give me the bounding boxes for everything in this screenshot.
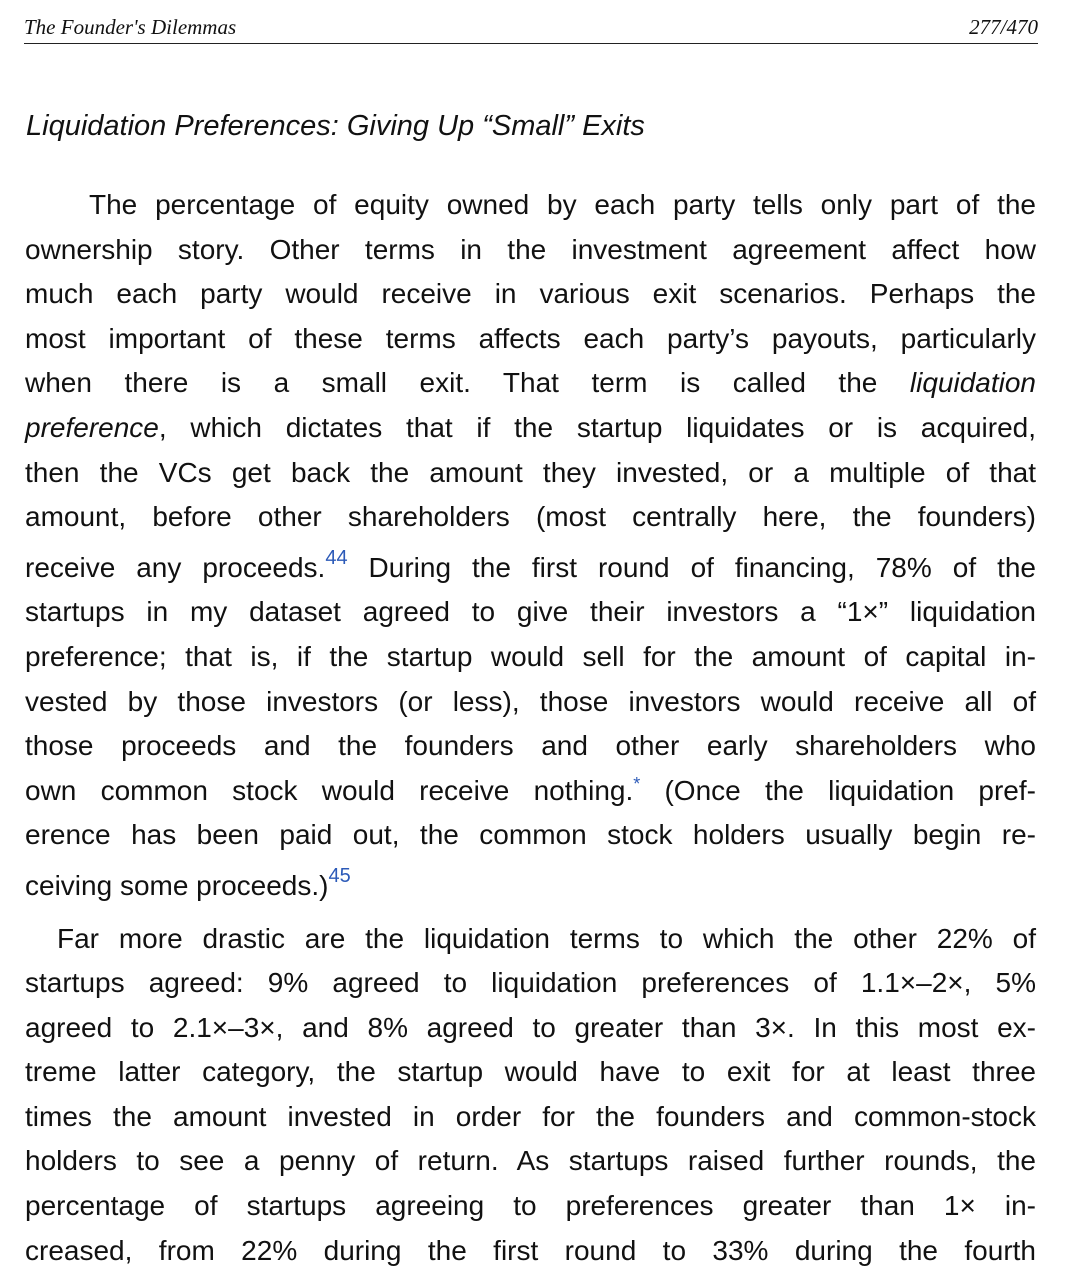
paragraph-line: amount, before other shareholders (most centrally here, the founders)	[25, 501, 1036, 533]
paragraph-line: then the VCs get back the amount they invested, or a multiple of that	[25, 456, 1036, 488]
paragraph-line: when there is a small exit. That term is called the liquidation	[25, 367, 1036, 399]
paragraph-line: creased, from 22% during the first round to 33% during the fourth	[25, 1234, 1036, 1266]
paragraph-line: times the amount invested in order for the founders and common-stock	[25, 1100, 1036, 1132]
book-title: The Founder's Dilemmas	[24, 15, 237, 39]
paragraph-line: preference; that is, if the startup would sell for the amount of capital in-	[25, 640, 1036, 672]
paragraph-line: Far more drastic are the liquidation terms to which the other 22% of	[57, 922, 1036, 954]
footnote-link-asterisk[interactable]: *	[633, 773, 641, 794]
paragraph-line: preference, which dictates that if the startup liquidates or is acquired,	[25, 411, 1036, 443]
paragraph-line: treme latter category, the startup would have to exit for at least three	[25, 1056, 1036, 1088]
paragraph-line: vested by those investors (or less), those investors would receive all of	[25, 685, 1036, 717]
emphasis-term: liquidation	[909, 367, 1036, 399]
paragraph-line: startups in my dataset agreed to give their investors a “1×” liquidation	[25, 596, 1036, 628]
paragraph-line: those proceeds and the founders and other early shareholders who	[25, 730, 1036, 762]
paragraph-line: The percentage of equity owned by each party tells only part of the	[89, 189, 1036, 220]
paragraph-line: erence has been paid out, the common stock holders usually begin re-	[25, 819, 1036, 851]
paragraph-line: most important of these terms affects each party’s payouts, particularly	[25, 322, 1036, 354]
running-head	[24, 12, 1038, 44]
paragraph-line: own common stock would receive nothing.* (Once the liquidation pref-	[25, 773, 1036, 806]
paragraph-1	[25, 183, 1036, 909]
paragraph-line: much each party would receive in various exit scenarios. Perhaps the	[25, 278, 1036, 310]
paragraph-line: holders to see a penny of return. As startups raised further rounds, the	[25, 1145, 1036, 1177]
paragraph-line: percentage of startups agreeing to preferences greater than 1× in-	[25, 1190, 1036, 1222]
paragraph-line: ceiving some proceeds.)$^{45}$	[25, 864, 351, 901]
paragraph-line: receive any proceeds.$^{44}$ During the first round of financing, 78% of the	[25, 546, 1036, 583]
paragraph-2	[25, 917, 1036, 1274]
paragraph-line: agreed to 2.1×–3×, and 8% agreed to greater than 3×. In this most ex-	[25, 1011, 1036, 1043]
emphasis-term: preference	[25, 411, 159, 443]
footnote-link-45[interactable]: 45	[328, 864, 351, 887]
section-heading: Liquidation Preferences: Giving Up “Small” Exits	[26, 110, 645, 142]
footnote-link-44[interactable]: 44	[325, 546, 348, 569]
paragraph-line: ownership story. Other terms in the investment agreement affect how	[25, 233, 1036, 265]
paragraph-line: startups agreed: 9% agreed to liquidation preferences of 1.1×–2×, 5%	[25, 967, 1036, 999]
page-number: 277/470	[969, 15, 1038, 39]
body-text	[25, 183, 1036, 1273]
